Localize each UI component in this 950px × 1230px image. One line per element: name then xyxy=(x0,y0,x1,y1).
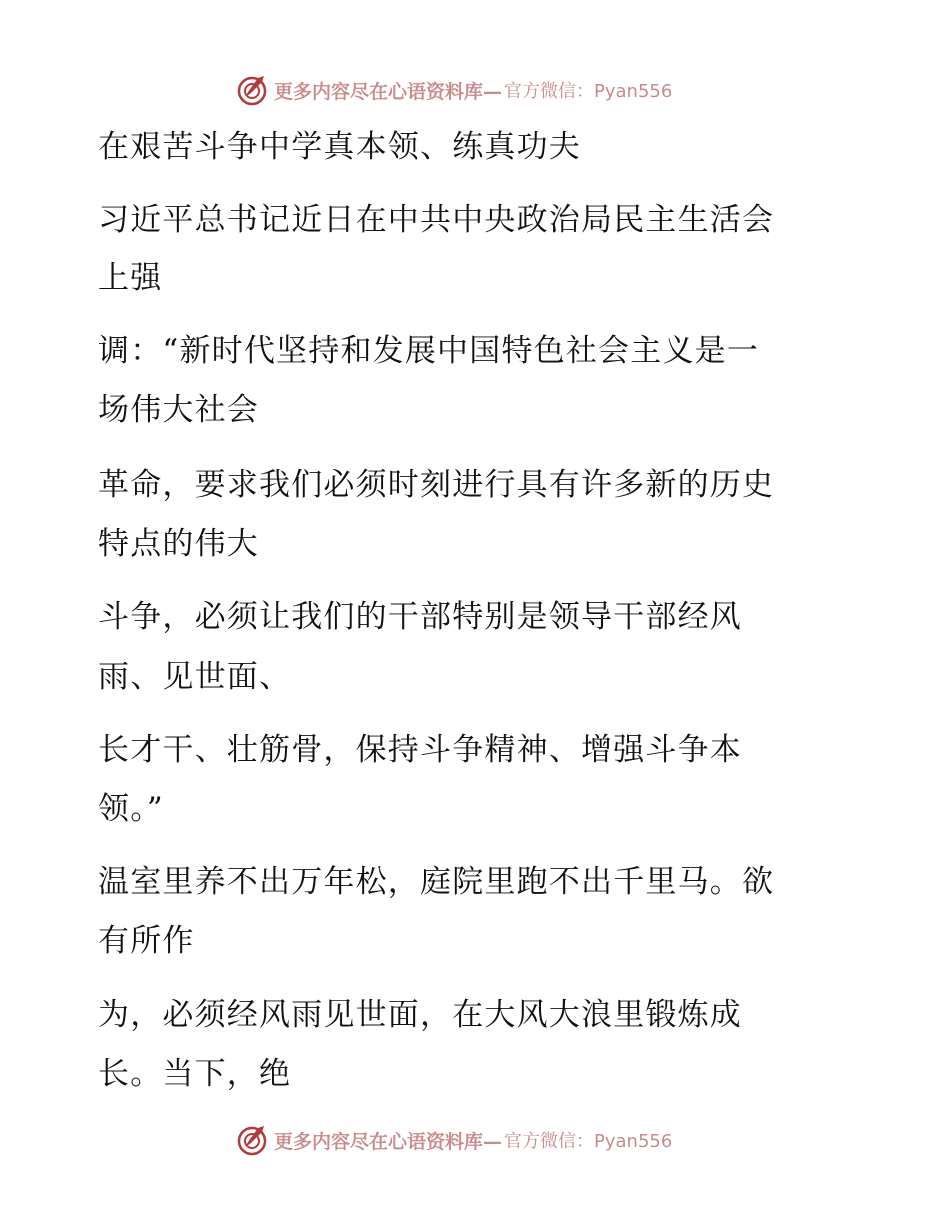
text-line: 有所作 xyxy=(98,923,195,959)
text-line: 长。当下，绝 xyxy=(98,1056,292,1092)
text-line: 为，必须经风雨见世面，在大风大浪里锻炼成 xyxy=(98,997,742,1033)
text-line: 在艰苦斗争中学真本领、练真功夫 xyxy=(98,129,581,165)
pen-logo-icon xyxy=(236,74,268,106)
text-line: 习近平总书记近日在中共中央政治局民主生活会 xyxy=(98,202,775,238)
banner-text: 更多内容尽在心语资料库— xyxy=(274,1130,503,1153)
text-line: 调：“新时代坚持和发展中国特色社会主义是一 xyxy=(98,333,760,369)
banner-wechat: 官方微信：Pyan556 xyxy=(504,1131,673,1152)
text-line: 斗争，必须让我们的干部特别是领导干部经风 xyxy=(98,599,742,635)
pen-logo-icon xyxy=(236,1124,268,1156)
banner-text: 更多内容尽在心语资料库— xyxy=(274,80,503,103)
text-line: 雨、见世面、 xyxy=(98,659,292,695)
text-line: 领。” xyxy=(98,791,164,827)
footer-banner xyxy=(0,1120,950,1160)
banner-wechat: 官方微信：Pyan556 xyxy=(504,81,673,102)
header-banner xyxy=(0,70,950,110)
text-line: 场伟大社会 xyxy=(98,392,259,428)
text-line: 长才干、壮筋骨，保持斗争精神、增强斗争本 xyxy=(98,732,742,768)
text-line: 温室里养不出万年松，庭院里跑不出千里马。欲 xyxy=(98,864,775,900)
text-line: 上强 xyxy=(98,260,163,296)
text-line: 特点的伟大 xyxy=(98,526,259,562)
text-line: 革命，要求我们必须时刻进行具有许多新的历史 xyxy=(98,467,775,503)
